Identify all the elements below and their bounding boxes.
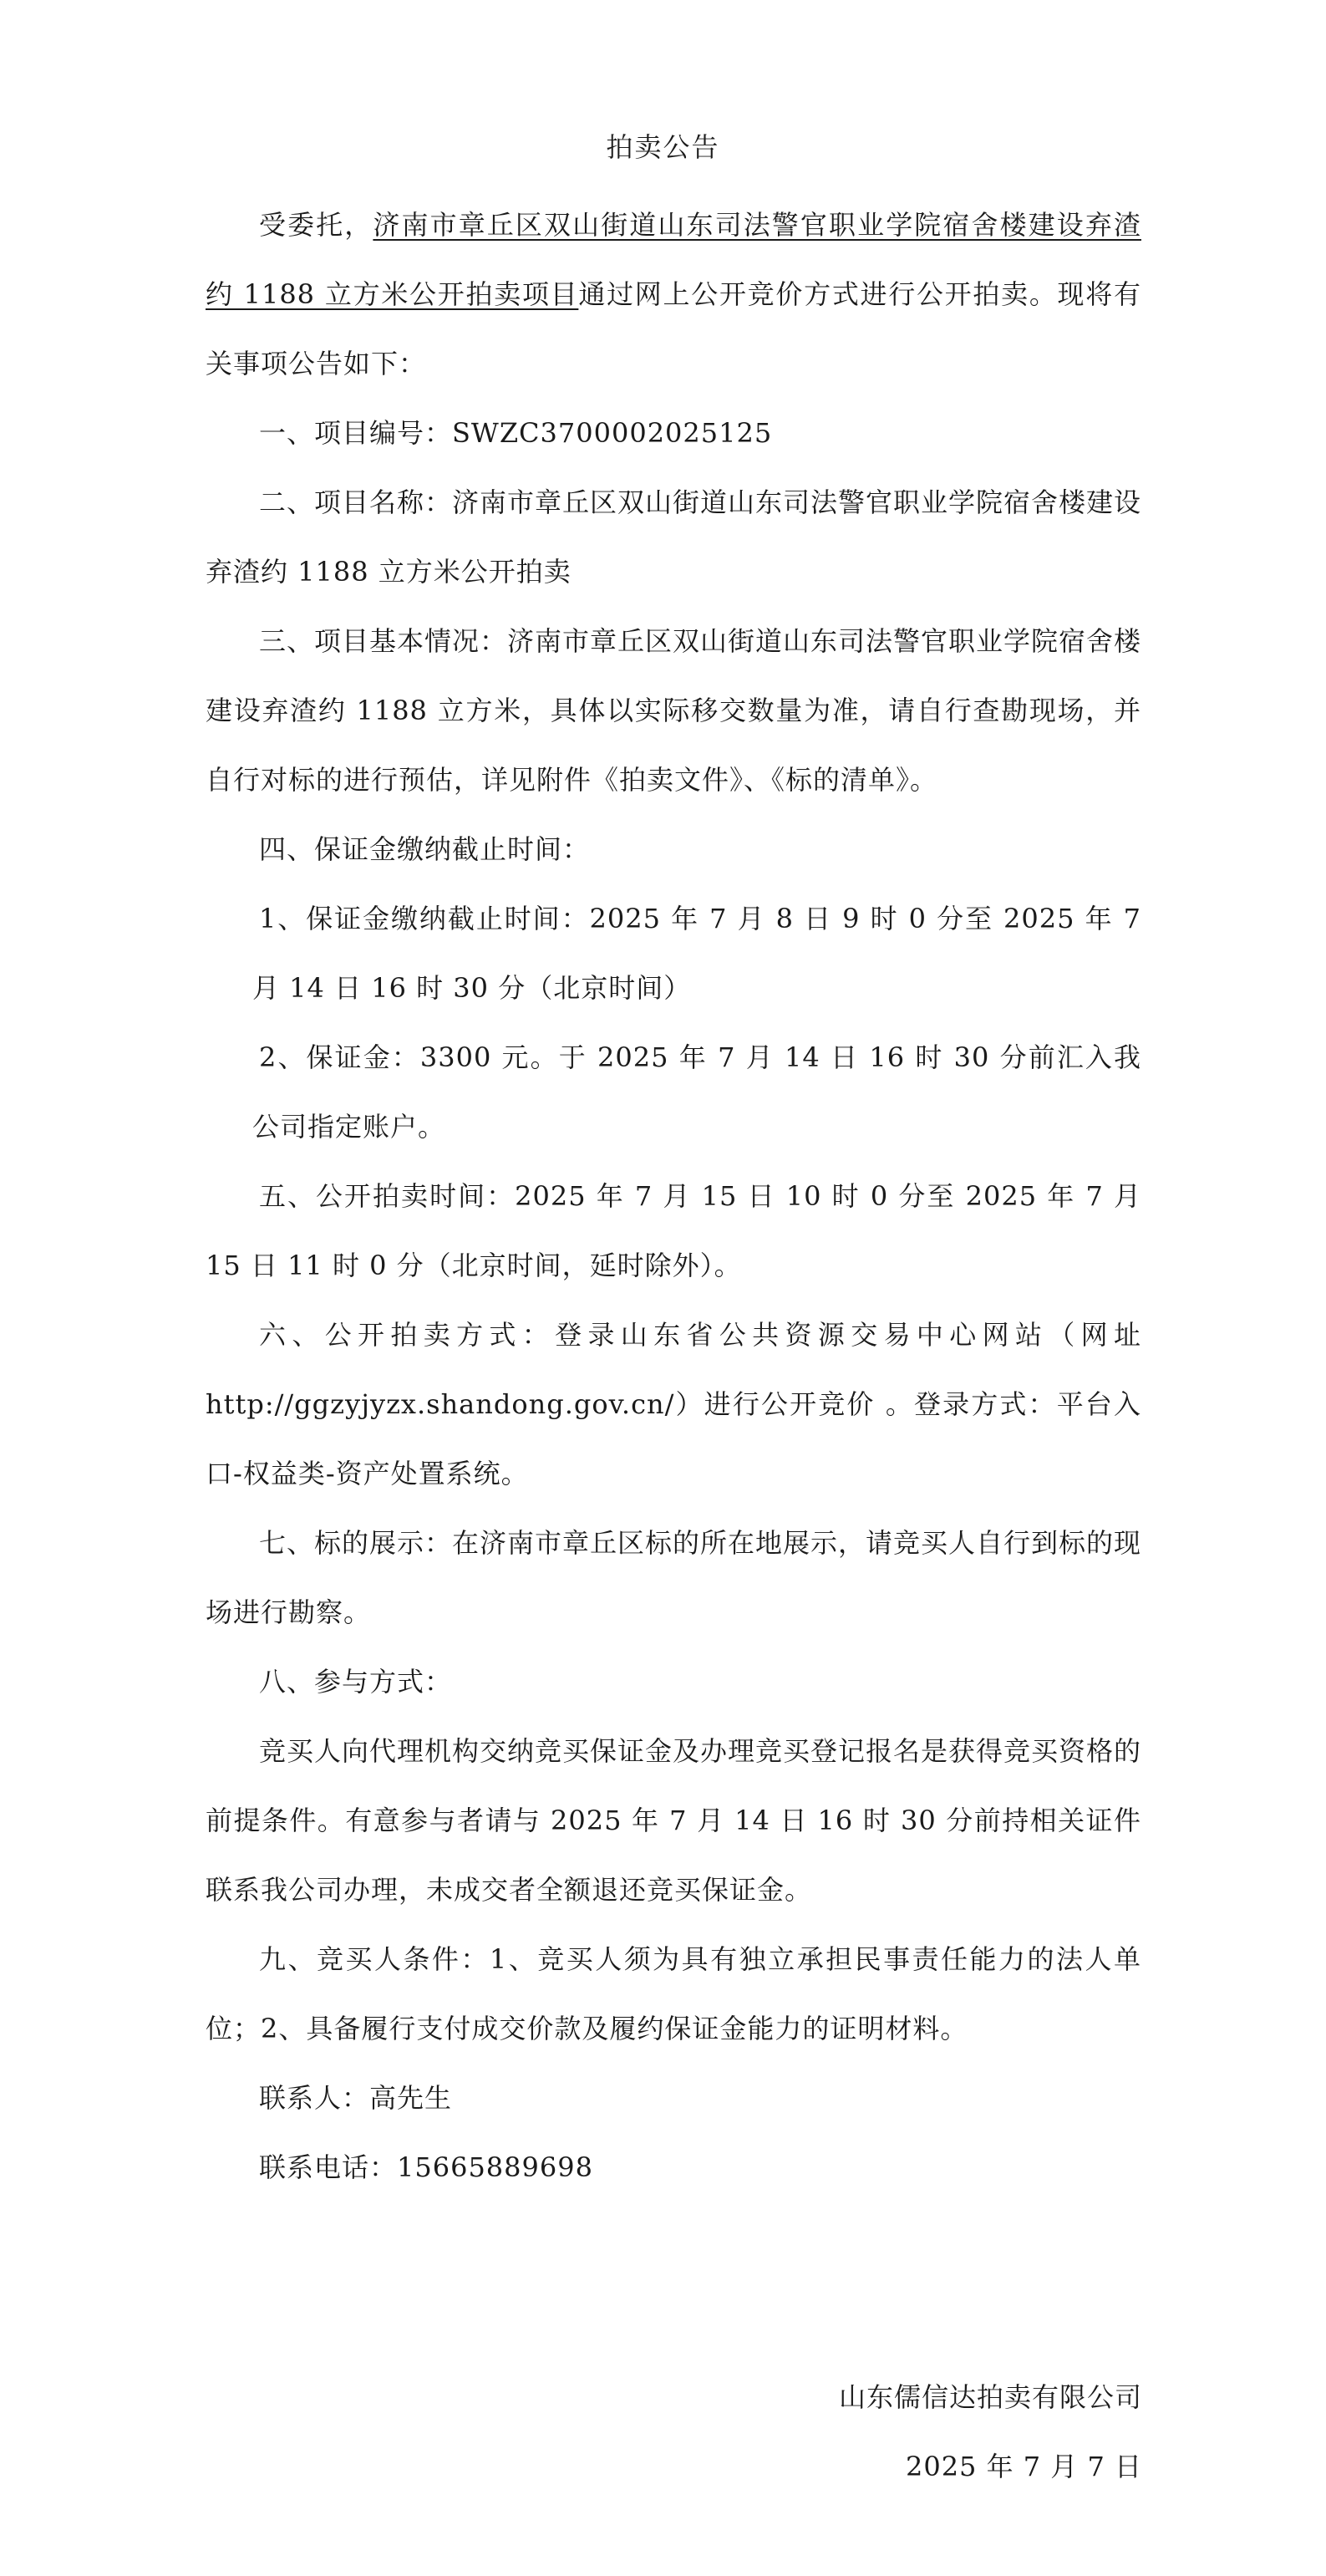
intro-paragraph (206, 191, 1141, 399)
participation-text: 竞买人向代理机构交纳竞买保证金及办理竞买登记报名是获得竞买资格的前提条件。有意参与者请与 2025 年 7 月 14 日 16 时 30 分前持相关证件联系我公司办理，未成交者全额退还竞买保证金。 (206, 1735, 1142, 1906)
project-name-underlined: 济南市章丘区双山街道山东司法警官职业学院宿舍楼建设弃渣约 1188 立方米公开拍卖项目 (206, 209, 1141, 310)
deposit-deadline-text: 1、保证金缴纳截止时间：2025 年 7 月 8 日 9 时 0 分至 2025 年 7 月 14 日 16 时 30 分（北京时间） (252, 903, 1141, 1004)
deposit-deadline (206, 884, 1141, 1023)
document-body (206, 191, 1141, 2202)
project-number: 一、项目编号：SWZC3700002025125 (259, 417, 773, 449)
deposit-amount-text: 2、保证金：3300 元。于 2025 年 7 月 14 日 16 时 30 分前汇入我公司指定账户。 (252, 1041, 1141, 1143)
deposit-amount (206, 1023, 1141, 1162)
intro-suffix: 通过网上公开竞价方式进行公开拍卖。现将有关事项公告如下： (206, 278, 1141, 379)
contact-person: 联系人：高先生 (259, 2082, 453, 2114)
signature-company: 山东儒信达拍卖有限公司 (838, 2381, 1142, 2413)
deposit-heading: 四、保证金缴纳截止时间： (259, 833, 591, 865)
document-title: 拍卖公告 (606, 131, 720, 163)
auction-time: 五、公开拍卖时间：2025 年 7 月 15 日 10 时 0 分至 2025 年 7 月 15 日 11 时 0 分（北京时间，延时除外）。 (206, 1180, 1141, 1281)
participation-heading: 八、参与方式： (259, 1666, 453, 1698)
contact-phone: 联系电话：15665889698 (259, 2151, 593, 2183)
bidder-conditions: 九、竞买人条件：1、竞买人须为具有独立承担民事责任能力的法人单位；2、具备履行支付成交价款及履约保证金能力的证明材料。 (206, 1943, 1141, 2044)
auction-method: 六、公开拍卖方式：登录山东省公共资源交易中心网站（网址 http://ggzyjyzx.shandong.gov.cn/）进行公开竞价 。登录方式：平台入口-权益类-资产处置系统。 (206, 1319, 1141, 1489)
item-display: 七、标的展示：在济南市章丘区标的所在地展示，请竞买人自行到标的现场进行勘察。 (206, 1527, 1142, 1628)
project-name: 二、项目名称：济南市章丘区双山街道山东司法警官职业学院宿舍楼建设弃渣约 1188 立方米公开拍卖 (206, 486, 1142, 588)
project-basic-info: 三、项目基本情况：济南市章丘区双山街道山东司法警官职业学院宿舍楼建设弃渣约 1188 立方米，具体以实际移交数量为准，请自行查勘现场，并自行对标的进行预估，详见附件《拍卖文件》、《标的清单》。 (206, 625, 1142, 796)
signature-date: 2025 年 7 月 7 日 (905, 2451, 1142, 2482)
intro-prefix: 受委托， (259, 209, 373, 241)
